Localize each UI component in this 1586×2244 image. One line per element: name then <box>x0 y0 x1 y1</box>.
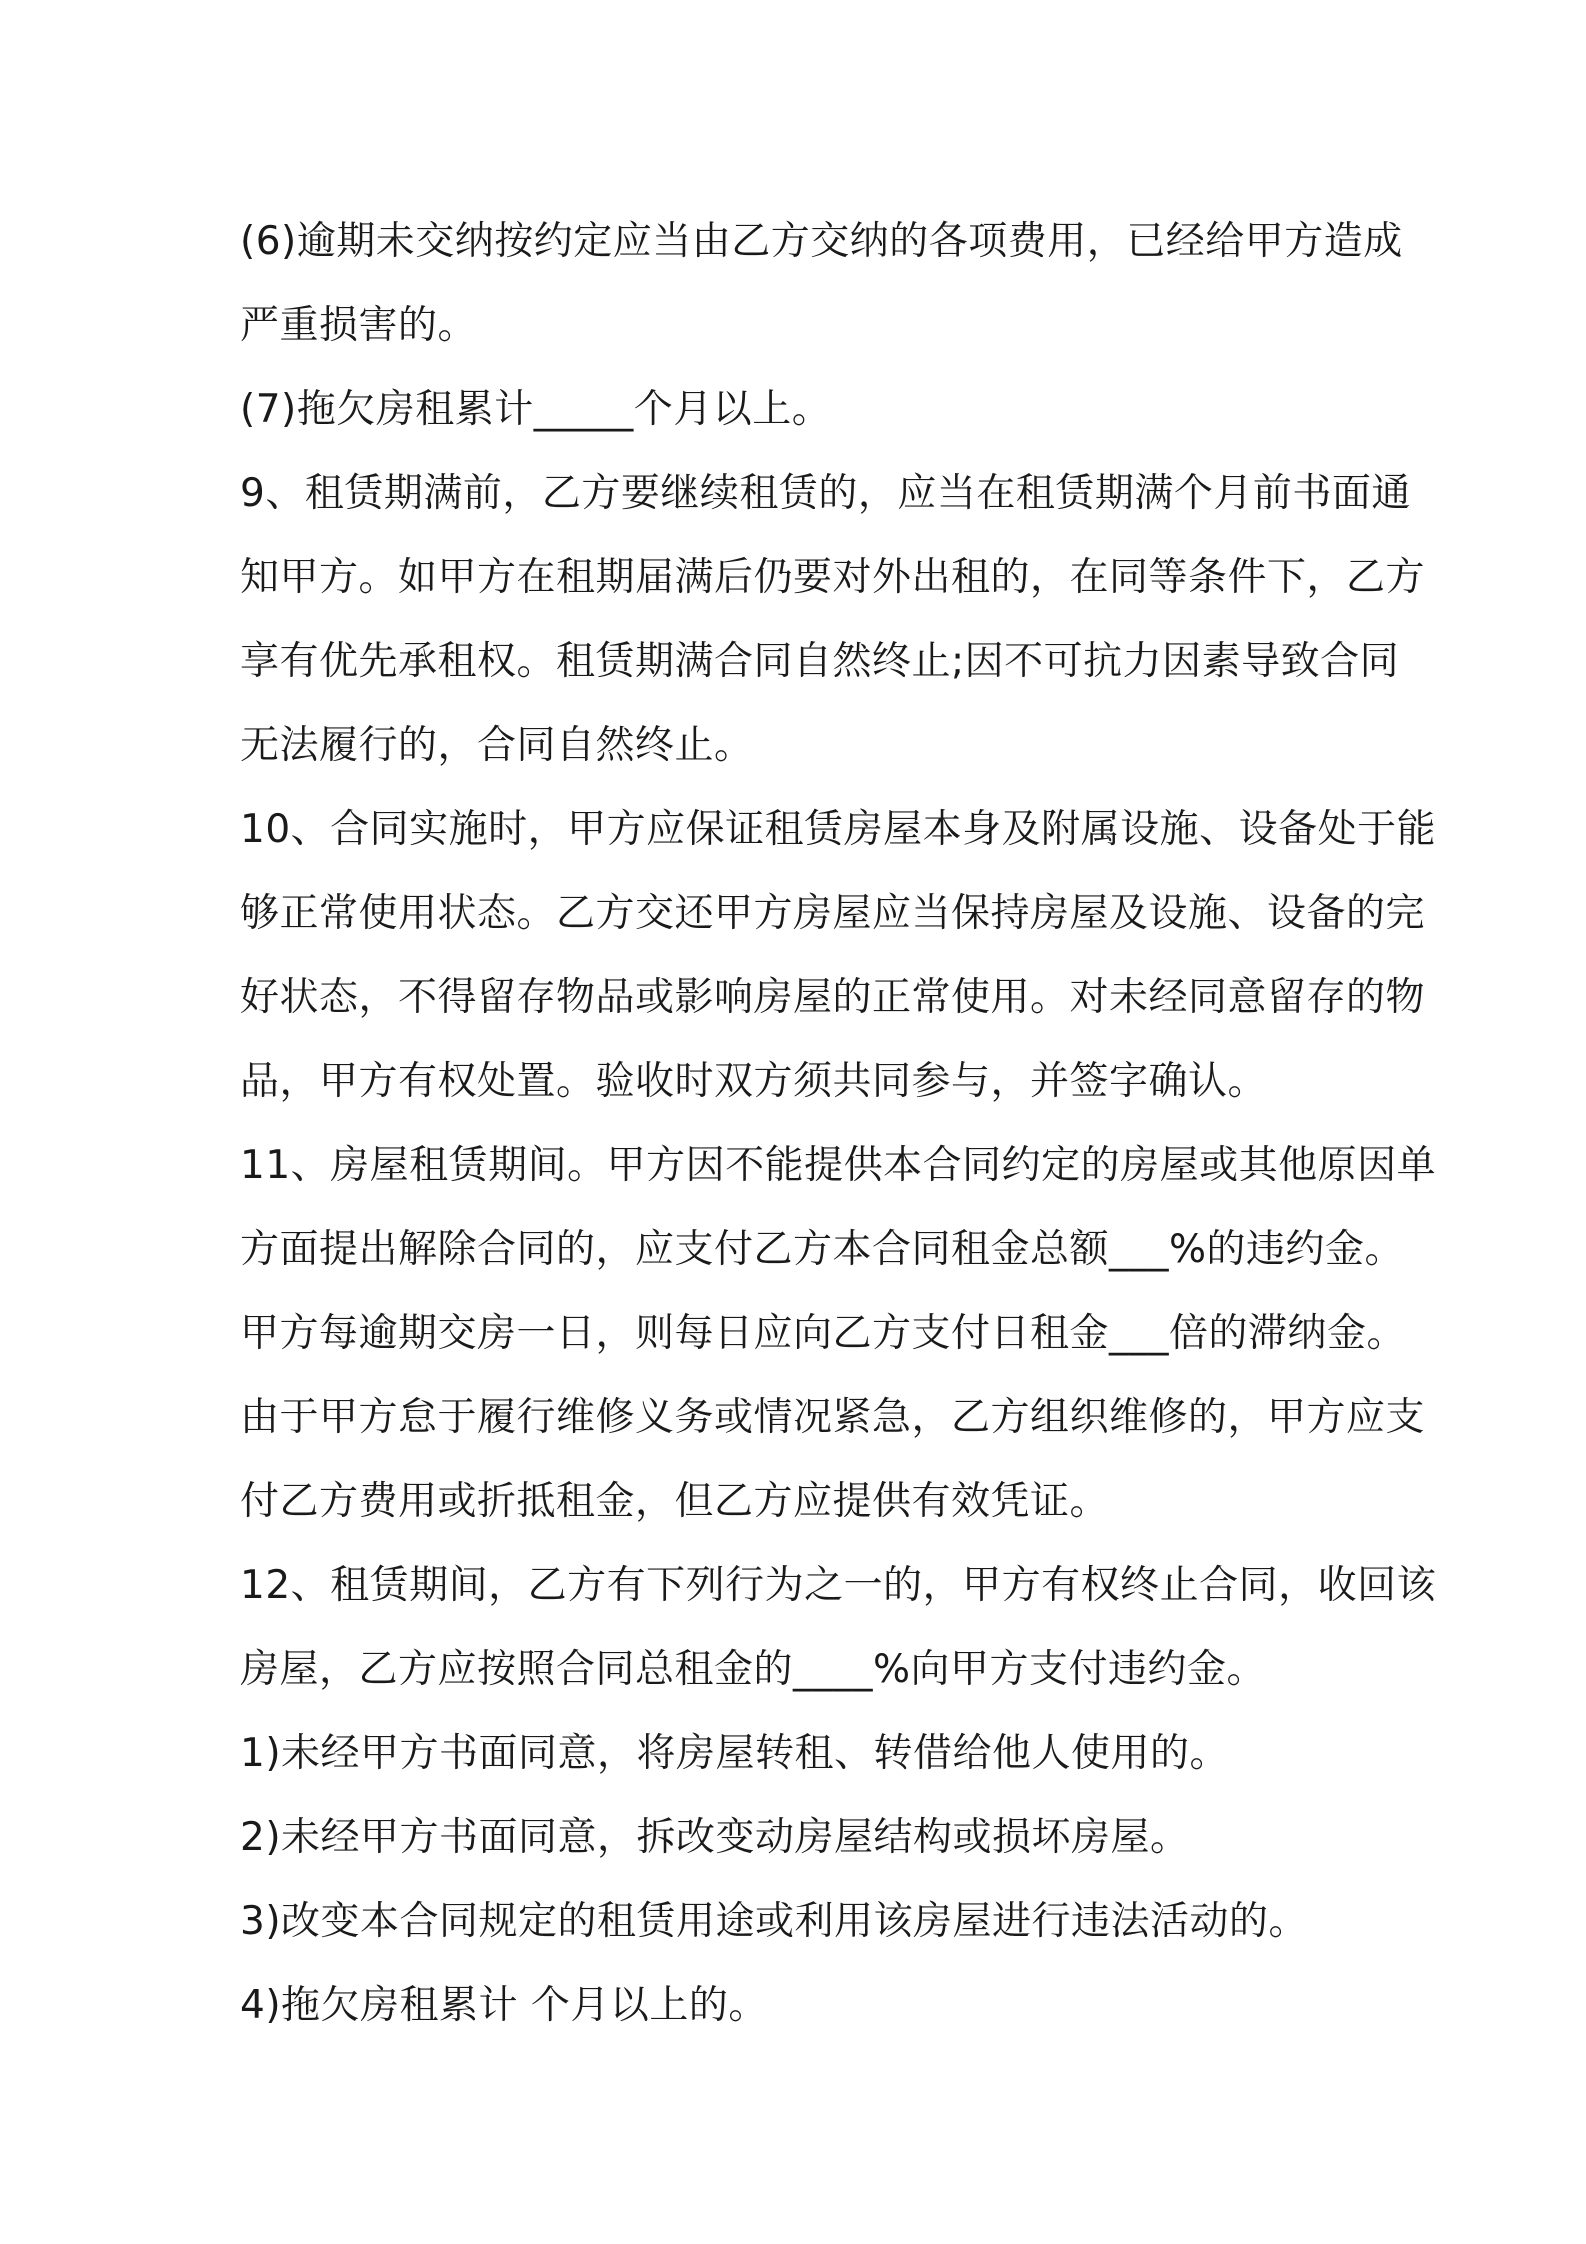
clause-8-6-paragraph <box>240 200 1403 368</box>
text-line: 好状态，不得留存物品或影响房屋的正常使用。对未经同意留存的物 <box>240 975 1426 1020</box>
text-line: (6)逾期未交纳按约定应当由乙方交纳的各项费用，已经给甲方造成 <box>240 219 1403 264</box>
clause-11-paragraph <box>240 1124 1437 1544</box>
text-line: (7)拖欠房租累计_____个月以上。 <box>240 387 832 432</box>
document-body <box>240 200 1437 2048</box>
text-line: 方面提出解除合同的，应支付乙方本合同租金总额___%的违约金。 <box>240 1227 1405 1272</box>
text-line: 享有优先承租权。租赁期满合同自然终止;因不可抗力因素导致合同 <box>240 639 1400 684</box>
text-line: 品，甲方有权处置。验收时双方须共同参与，并签字确认。 <box>240 1059 1268 1104</box>
clause-12-4-paragraph <box>240 1964 1360 2048</box>
text-line: 无法履行的，合同自然终止。 <box>240 723 754 768</box>
clause-12-3-paragraph <box>240 1880 1360 1964</box>
text-line: 12、租赁期间，乙方有下列行为之一的，甲方有权终止合同，收回该 <box>240 1563 1437 1608</box>
clause-8-7-paragraph <box>240 368 1360 452</box>
text-line: 11、房屋租赁期间。甲方因不能提供本合同约定的房屋或其他原因单 <box>240 1143 1437 1188</box>
clause-10-paragraph <box>240 788 1437 1124</box>
text-line: 付乙方费用或折抵租金，但乙方应提供有效凭证。 <box>240 1479 1110 1524</box>
text-line: 够正常使用状态。乙方交还甲方房屋应当保持房屋及设施、设备的完 <box>240 891 1426 936</box>
text-line: 4)拖欠房租累计 个月以上的。 <box>240 1983 768 2028</box>
text-line: 房屋，乙方应按照合同总租金的____%向甲方支付违约金。 <box>240 1647 1267 1692</box>
text-line: 甲方每逾期交房一日，则每日应向乙方支付日租金___倍的滞纳金。 <box>240 1311 1407 1356</box>
text-line: 由于甲方怠于履行维修义务或情况紧急，乙方组织维修的，甲方应支 <box>240 1395 1426 1440</box>
clause-12-2-paragraph <box>240 1796 1360 1880</box>
text-line: 2)未经甲方书面同意，拆改变动房屋结构或损坏房屋。 <box>240 1815 1190 1860</box>
text-line: 1)未经甲方书面同意，将房屋转租、转借给他人使用的。 <box>240 1731 1230 1776</box>
clause-12-paragraph <box>240 1544 1437 1712</box>
text-line: 3)改变本合同规定的租赁用途或利用该房屋进行违法活动的。 <box>240 1899 1309 1944</box>
text-line: 10、合同实施时，甲方应保证租赁房屋本身及附属设施、设备处于能 <box>240 807 1437 852</box>
text-line: 严重损害的。 <box>240 303 478 348</box>
clause-9-paragraph <box>240 452 1426 788</box>
text-line: 知甲方。如甲方在租期届满后仍要对外出租的，在同等条件下，乙方 <box>240 555 1426 600</box>
text-line: 9、租赁期满前，乙方要继续租赁的，应当在租赁期满个月前书面通 <box>240 471 1411 516</box>
clause-12-1-paragraph <box>240 1712 1360 1796</box>
